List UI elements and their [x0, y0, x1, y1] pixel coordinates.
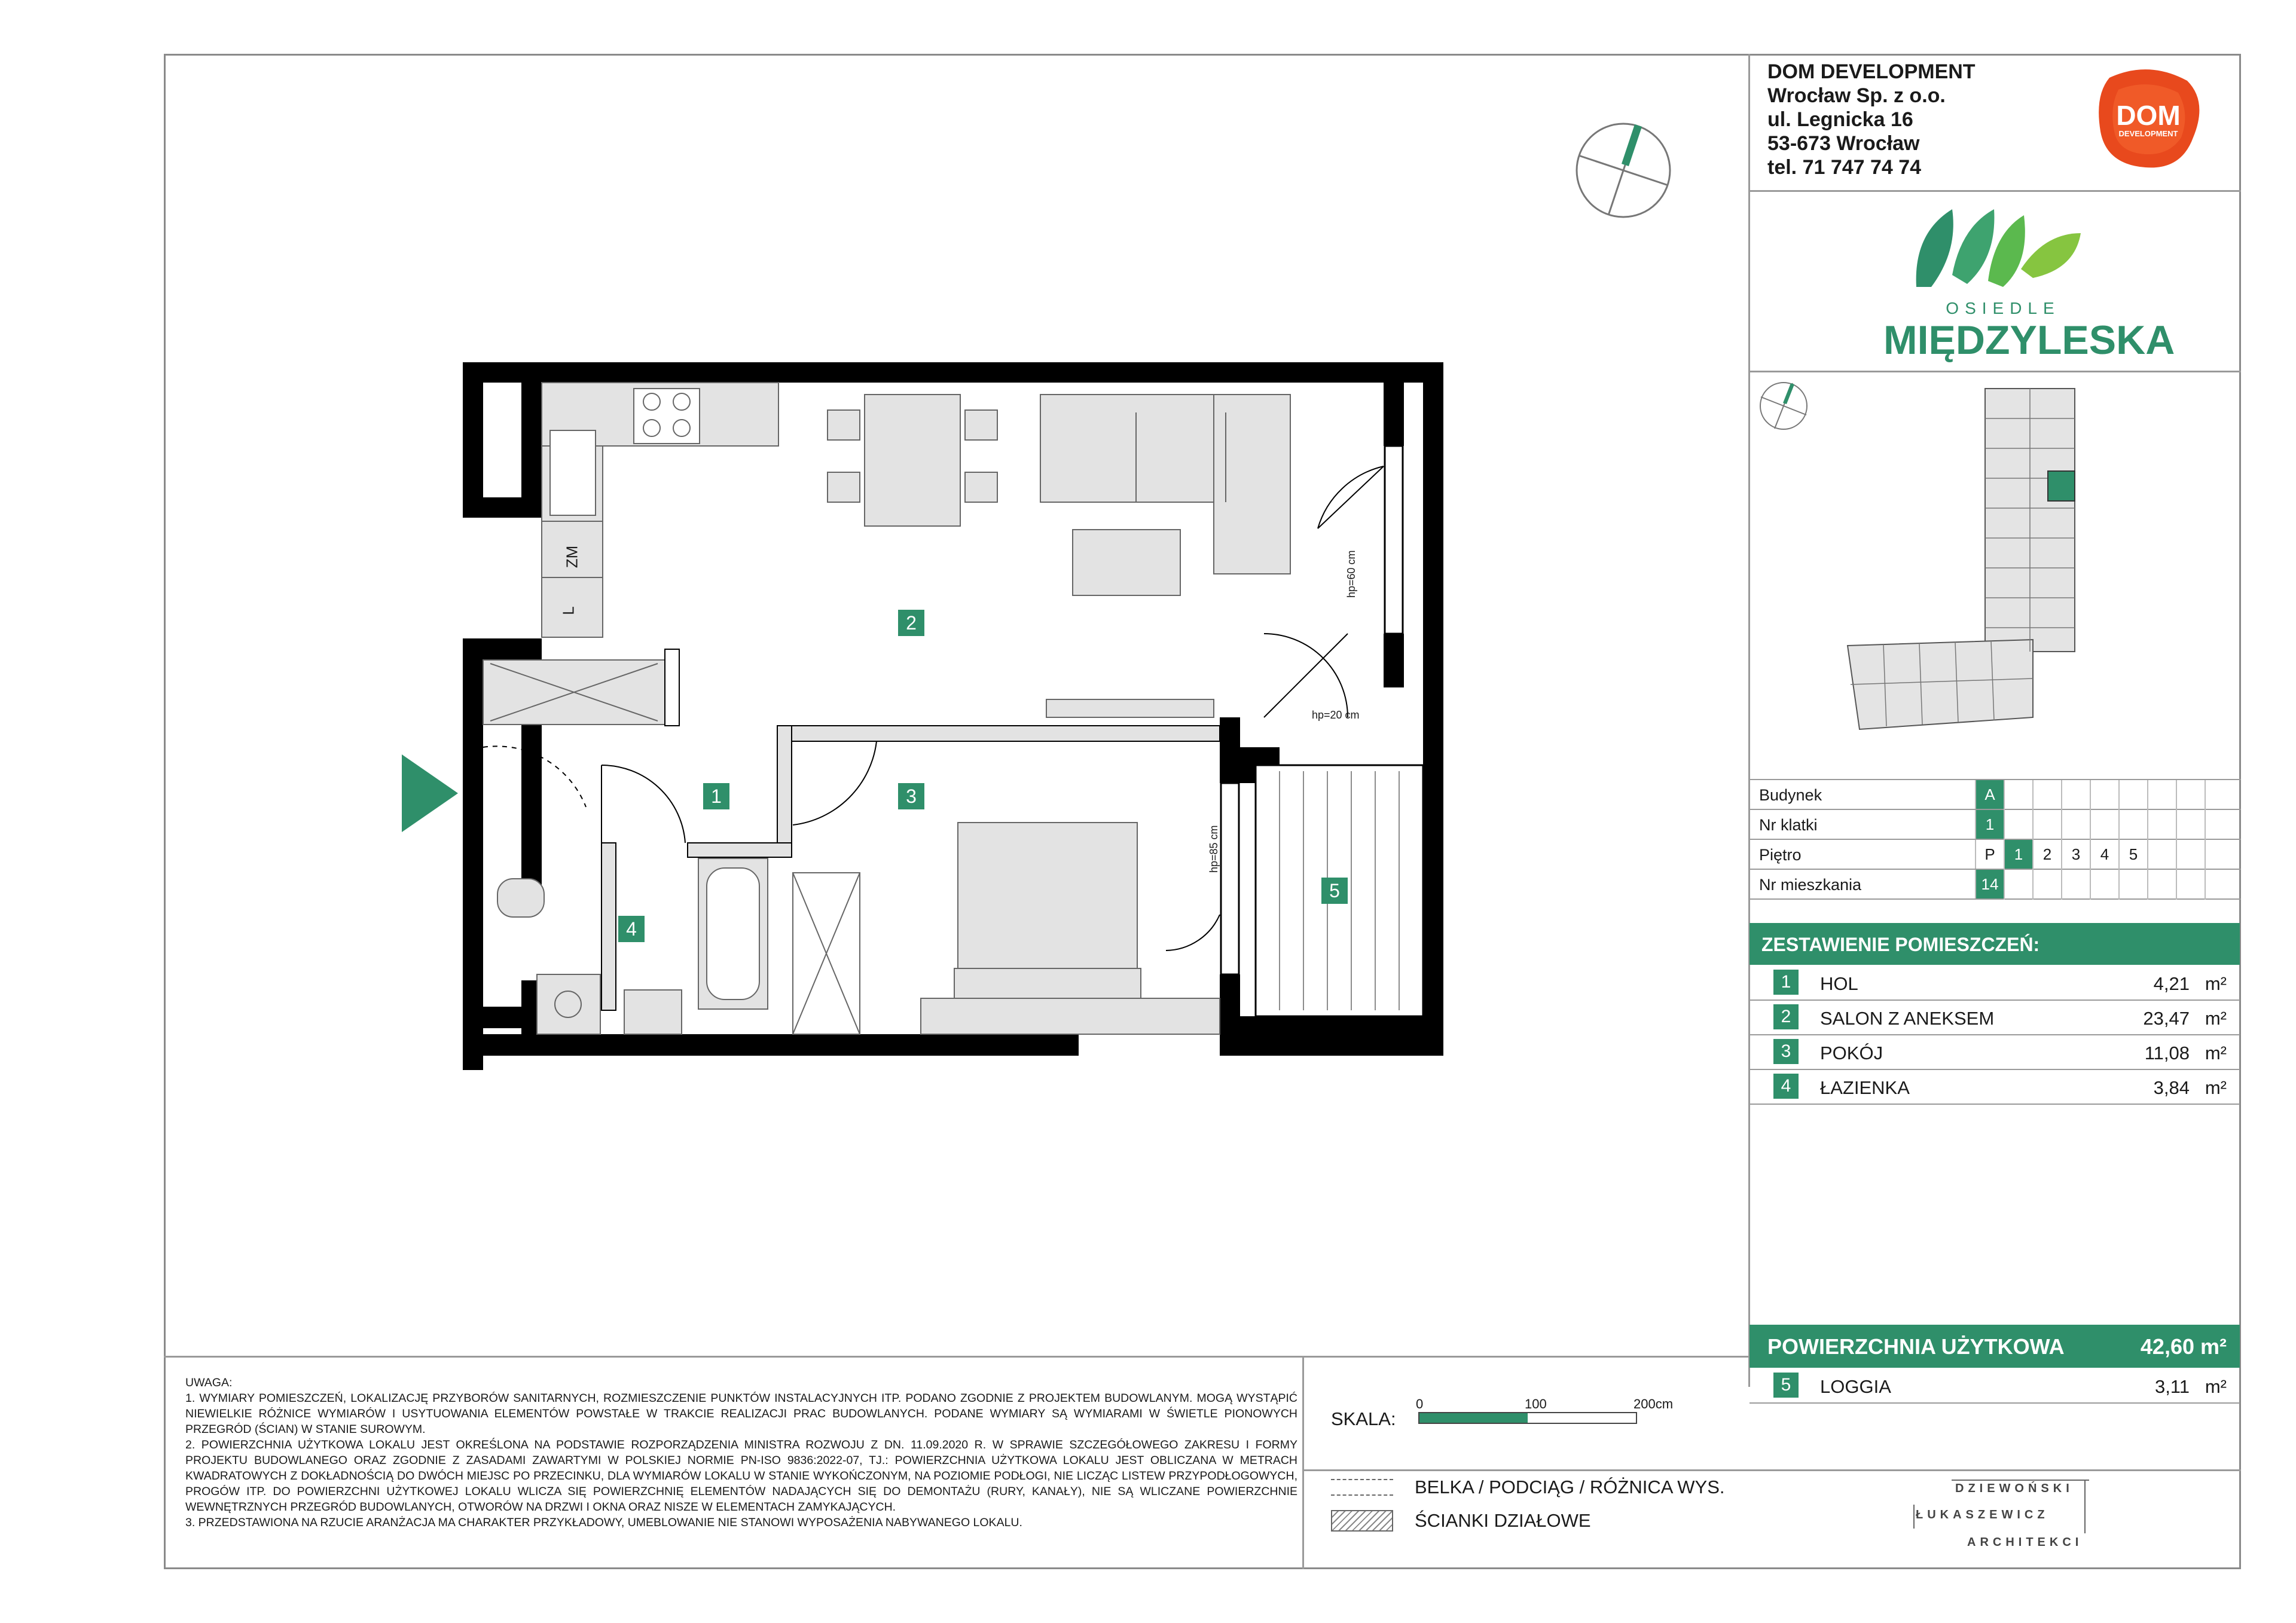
scale-tick-0: 0 [1416, 1396, 1424, 1411]
room-row [1750, 1001, 2240, 1034]
building-key-plan [1836, 383, 2117, 741]
right-bottom-divider [1748, 1469, 2241, 1471]
pietro-label: Piętro [1759, 846, 1802, 864]
klatka-value: 1 [1975, 810, 2004, 839]
compass-small [1758, 380, 1809, 435]
legend-divider [1302, 1356, 1304, 1569]
notes-block [185, 1375, 1297, 1530]
room-row [1750, 966, 2240, 1000]
plan-room-4: 4 [618, 916, 645, 942]
sill-height-85: hp=85 cm [1208, 825, 1220, 873]
loggia-badge: 5 [1773, 1373, 1799, 1398]
scale-tick-200: 200cm [1634, 1396, 1674, 1411]
room-area: 11,08 m² [2144, 1043, 2227, 1063]
room-area: 3,84 m² [2153, 1077, 2227, 1098]
plan-room-3: 3 [898, 783, 924, 809]
notes-divider [164, 1356, 1750, 1358]
room-area: 23,47 m² [2143, 1008, 2227, 1029]
header-divider [1748, 190, 2241, 192]
dom-logo-text: DOM [2116, 100, 2181, 131]
plan-room-5: 5 [1321, 878, 1348, 904]
plan-room-2: 2 [898, 610, 924, 636]
room-badge: 4 [1773, 1074, 1799, 1099]
rooms-header-text: ZESTAWIENIE POMIESZCZEŃ: [1761, 934, 2040, 955]
leaf-logo-icon [1883, 197, 2123, 299]
beam-legend-label: BELKA / PODCIĄG / RÓŻNICA WYS. [1415, 1477, 1725, 1497]
company-info [1767, 60, 1976, 179]
project-prefix: OSIEDLE [1946, 299, 2060, 317]
legend-divider-h [1302, 1469, 1750, 1471]
mieszkanie-value: 14 [1975, 870, 2004, 898]
compass-main [1573, 120, 1674, 224]
total-label: POWIERZCHNIA UŻYTKOWA [1767, 1334, 2065, 1359]
loggia-name: LOGGIA [1820, 1376, 1891, 1397]
beam-legend-icon [1331, 1479, 1393, 1496]
pietro-opt-4: 4 [2090, 840, 2118, 869]
room-name: SALON Z ANEKSEM [1820, 1008, 1995, 1029]
project-name: MIĘDZYLESKA [1883, 317, 2175, 363]
partition-legend-icon [1331, 1510, 1393, 1532]
loggia-row [1750, 1369, 2240, 1402]
room-badge: 2 [1773, 1004, 1799, 1029]
rooms-header [1750, 923, 2240, 965]
entrance-arrow-icon [402, 754, 458, 835]
project-logo [1883, 197, 2175, 371]
company-name: DOM DEVELOPMENT [1767, 60, 1976, 83]
pietro-opt-p: P [1975, 840, 2004, 869]
room-badge: 3 [1773, 1039, 1799, 1064]
note-1: 1. WYMIARY POMIESZCZEŃ, LOKALIZACJĘ PRZYBORÓW SANITARNYCH, ROZMIESZCZENIE PUNKTÓW INSTALACYJNYCH ITP. PODANO ZGODNIE Z PROJEKTEM BUDOWLANYM. MOGĄ WYSTĄPIĆ NIEWIELKIE RÓŻNICE WYMIARÓW I USYTUOWANIA ELEMENTÓW POWSTAŁE W TRAKCIE REALIZACJI PRAC BUDOWLANYCH. PODANE WYMIARY SĄ WYMIARAMI W ŚWIETLE PIONOWYCH PRZEGRÓD (ŚCIAN) W STANIE SUROWYM. [185, 1392, 1297, 1436]
total-value: 42,60 m² [2140, 1334, 2227, 1359]
budynek-label: Budynek [1759, 786, 1822, 804]
scale-label: SKALA: [1331, 1408, 1396, 1429]
panel-divider [1748, 54, 1750, 1387]
scale-bar [1418, 1412, 1637, 1424]
pietro-opt-5: 5 [2118, 840, 2147, 869]
mieszkanie-label: Nr mieszkania [1759, 876, 1862, 894]
fridge-label: ZM [563, 545, 581, 568]
total-area-bar [1750, 1325, 2240, 1368]
notes-title: UWAGA: [185, 1376, 233, 1389]
klatka-label: Nr klatki [1759, 816, 1818, 834]
budynek-value: A [1975, 780, 2004, 809]
compass-icon [1573, 120, 1674, 221]
company-line2: Wrocław Sp. z o.o. [1767, 84, 1946, 107]
architect-logo [1913, 1480, 2087, 1557]
partition-legend-label: ŚCIANKI DZIAŁOWE [1415, 1510, 1591, 1531]
floor-plan [454, 353, 1447, 1073]
note-3: 3. PRZEDSTAWIONA NA RZUCIE ARANŻACJA MA CHARAKTER PRZYKŁADOWY, UMEBLOWANIE NIE STANOWI WYPOSAŻENIA NABYWANEGO LOKALU. [185, 1516, 1022, 1529]
pietro-opt-1: 1 [2004, 840, 2032, 869]
washer-label: L [559, 606, 578, 615]
compass-small-icon [1758, 380, 1809, 432]
room-badge: 1 [1773, 970, 1799, 995]
room-name: HOL [1820, 973, 1858, 994]
plan-room-1: 1 [703, 783, 729, 809]
sill-height-60: hp=60 cm [1345, 550, 1357, 598]
dom-logo [2092, 66, 2205, 173]
pietro-opt-3: 3 [2061, 840, 2090, 869]
scale-tick-100: 100 [1525, 1396, 1547, 1411]
room-row [1750, 1070, 2240, 1104]
sill-height-20: hp=20 cm [1312, 709, 1360, 721]
room-name: ŁAZIENKA [1820, 1077, 1910, 1098]
note-2: 2. POWIERZCHNIA UŻYTKOWA LOKALU JEST OKREŚLONA NA PODSTAWIE ROZPORZĄDZENIA MINISTRA ROZWOJU Z DN. 11.09.2020 R. W SPRAWIE SZCZEGÓŁOWEGO ZAKRESU I FORMY PROJEKTU BUDOWLANEGO ORAZ ZGODNIE Z ZASADAMI ZAWARTYMI W POLSKIEJ NORMIE PN-ISO 9836:2022-07, TJ.: POWIERZCHNIA UŻYTKOWA LOKALU JEST OBLICZANA W METRACH KWADRATOWYCH Z DOKŁADNOŚCIĄ DO DWÓCH MIEJSC PO PRZECINKU, DLA WYMIARÓW LOKALU W STANIE WYKOŃCZONYM, NA POZIOMIE PODŁOGI, NIE LICZĄC LISTEW PRZYPODŁOGOWYCH, PROGÓW ITP. DO POWIERZCHNI UŻYTKOWEJ LOKALU WLICZA SIĘ POWIERZCHNIĘ ELEMENTÓW NADAJĄCYCH SIĘ DO DEMONTAŻU (RURY, KANAŁY), NIE SĄ WLICZANE POWIERZCHNIE WEWNĘTRZNYCH PRZEGRÓD BUDOWLANYCH, OTWORÓW NA DRZWI I OKNA ORAZ NISZE W ELEMENTACH ZAMYKAJĄCYCH. [185, 1438, 1297, 1514]
room-row [1750, 1035, 2240, 1069]
architect-l2: ŁUKASZEWICZ [1916, 1508, 2049, 1521]
architect-l3: ARCHITEKCI [1967, 1536, 2083, 1549]
room-area: 4,21 m² [2153, 973, 2227, 994]
company-address: ul. Legnicka 16 [1767, 108, 1913, 131]
dom-logo-sub: DEVELOPMENT [2118, 129, 2178, 138]
company-city: 53-673 Wrocław [1767, 132, 1920, 155]
key-plan [1836, 383, 2117, 744]
architect-l1: DZIEWOŃSKI [1955, 1482, 2074, 1495]
logo-divider [1748, 371, 2241, 372]
pietro-opt-2: 2 [2032, 840, 2061, 869]
loggia-area: 3,11 m² [2154, 1376, 2227, 1397]
company-phone: tel. 71 747 74 74 [1767, 156, 1922, 179]
room-name: POKÓJ [1820, 1043, 1883, 1063]
